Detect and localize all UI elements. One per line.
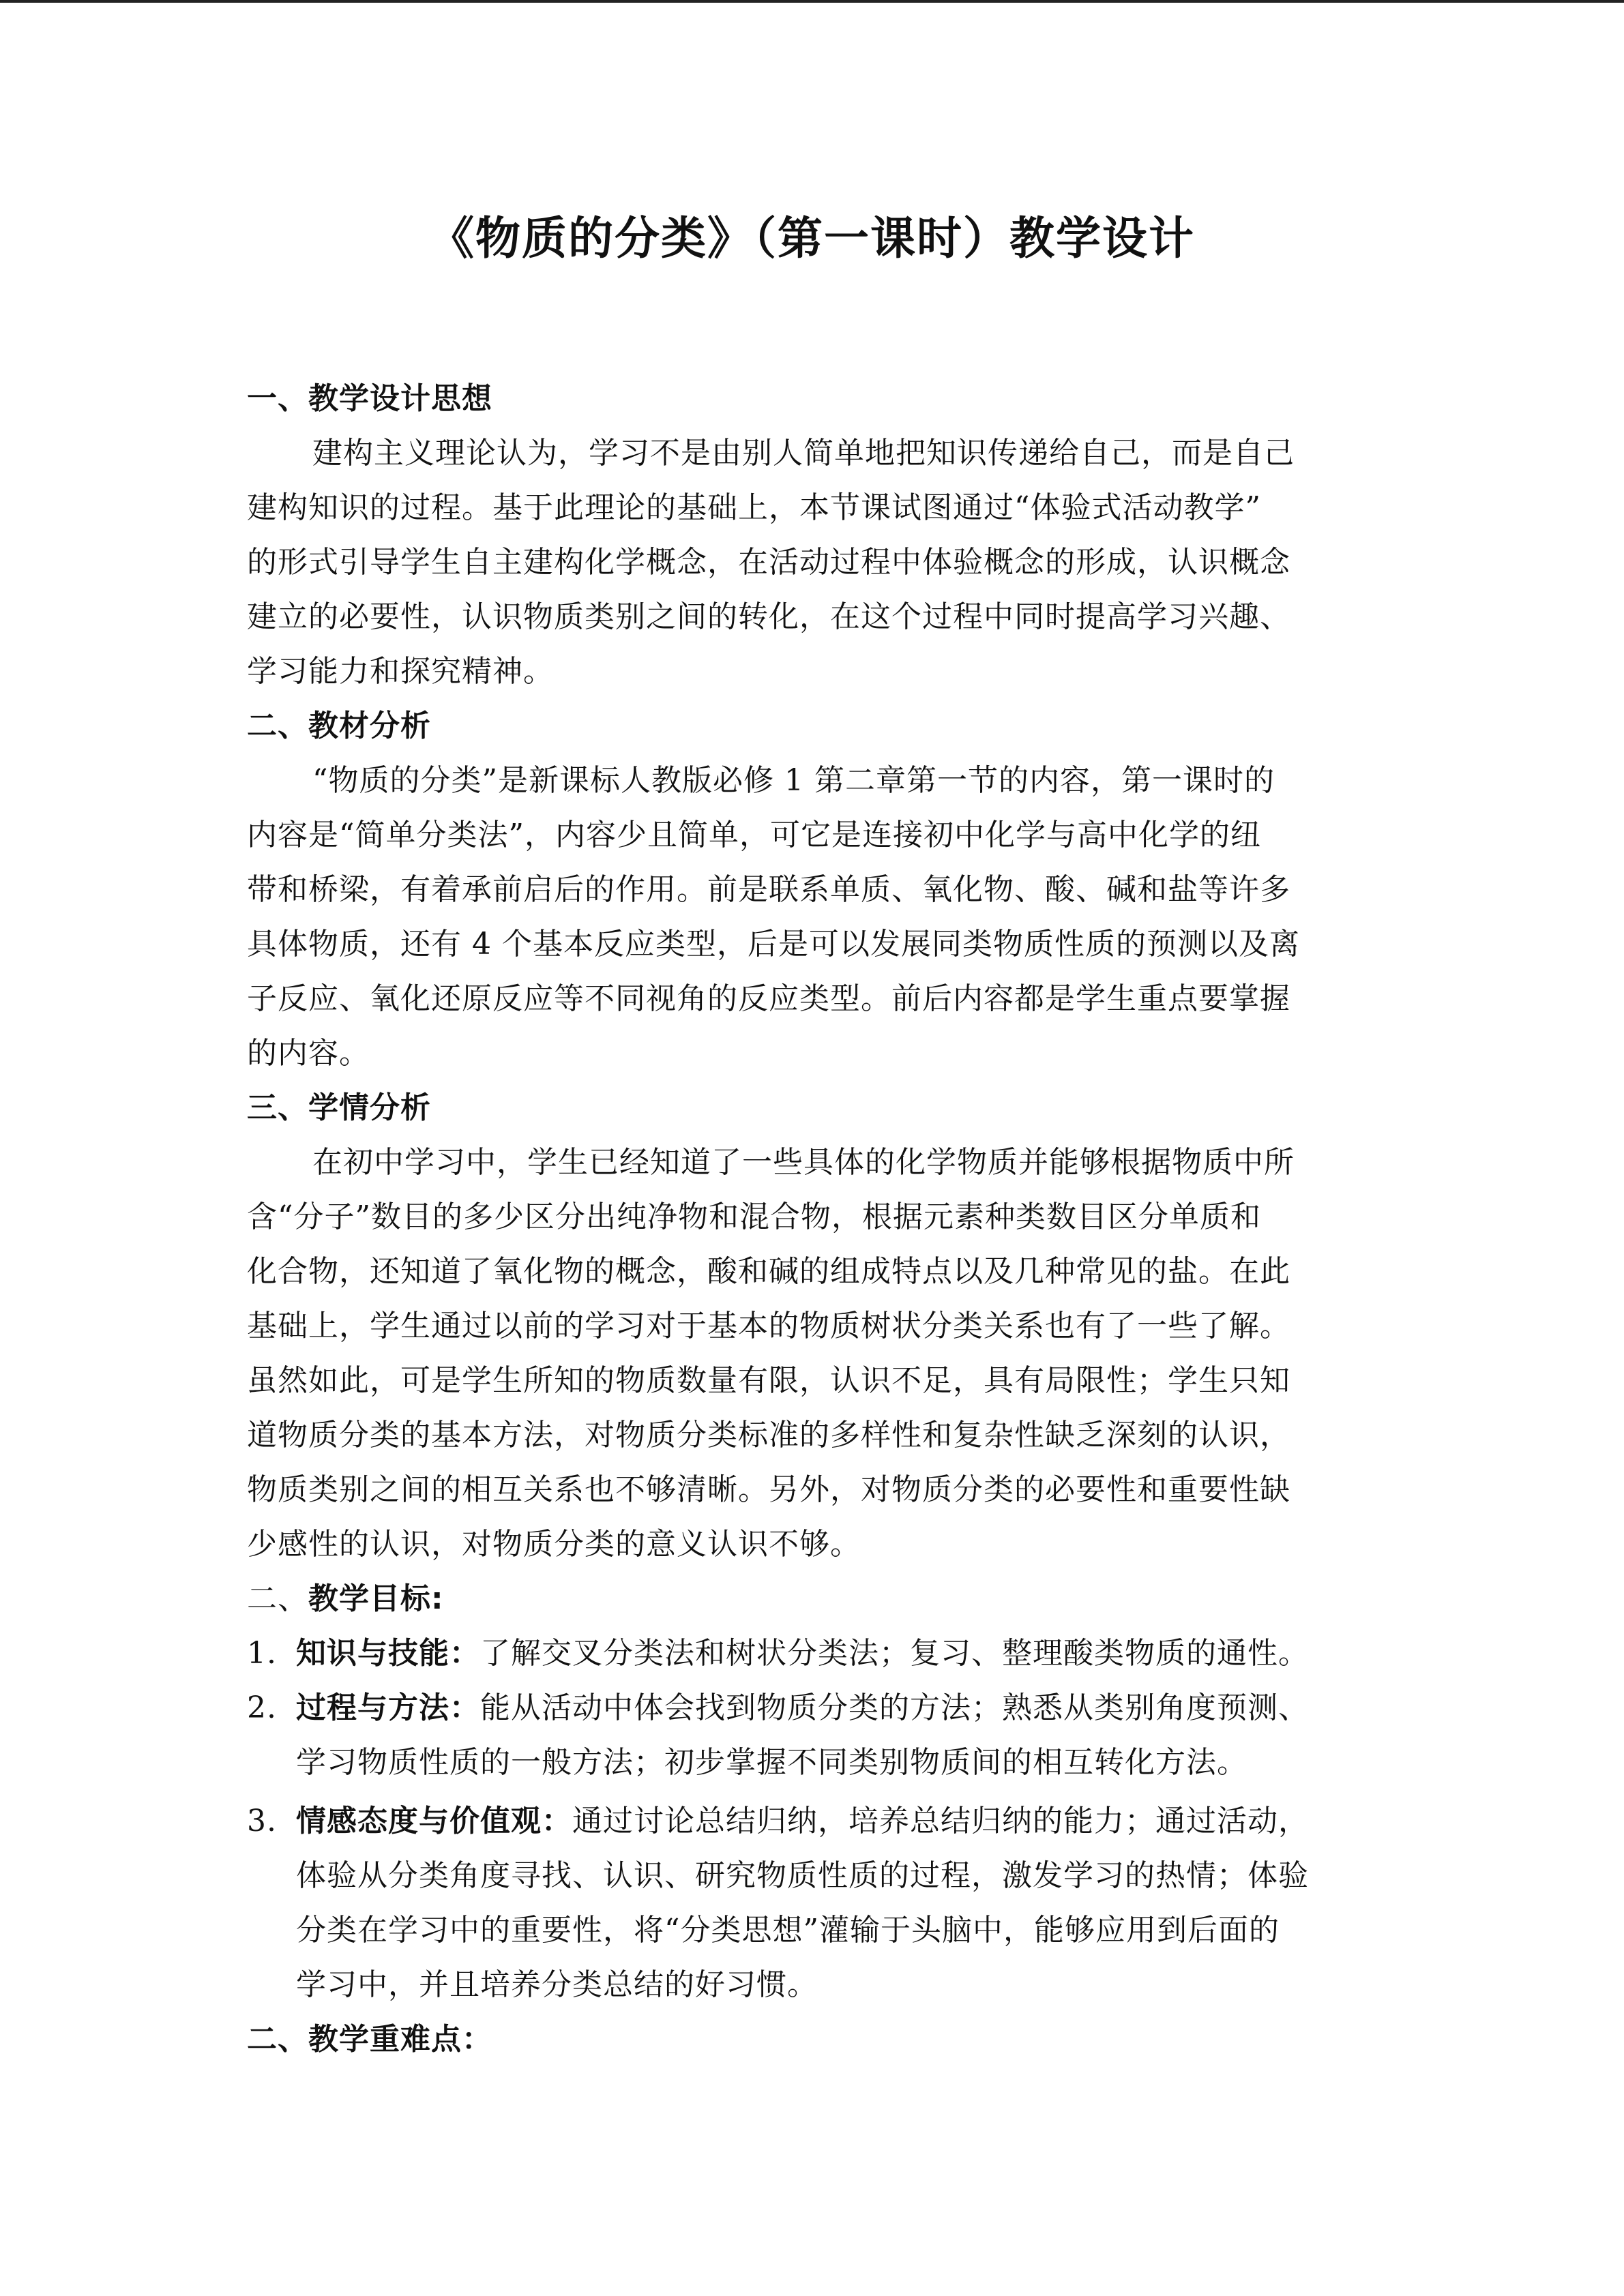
paragraph-line: “物质的分类”是新课标人教版必修 1 第二章第一节的内容，第一课时的 (312, 763, 1275, 798)
document-body (247, 372, 1379, 2067)
paragraph-line: 学习能力和探究精神。 (247, 654, 554, 689)
section-heading-material-analysis: 二、教材分析 (247, 709, 431, 743)
section-heading-key-points: 二、教学重难点： (247, 2022, 492, 2057)
paragraph-line: 在初中学习中，学生已经知道了一些具体的化学物质并能够根据物质中所 (312, 1145, 1295, 1180)
objective-continuation-line: 体验从分类角度寻找、认识、研究物质性质的过程，激发学习的热情；体验 (296, 1858, 1309, 1893)
paragraph-line: 少感性的认识，对物质分类的意义认识不够。 (247, 1527, 861, 1562)
section-heading-student-analysis: 三、学情分析 (247, 1090, 431, 1125)
paragraph-line: 建立的必要性，认识物质类别之间的转化，在这个过程中同时提高学习兴趣、 (247, 599, 1290, 634)
objective-item-2 (247, 1681, 1379, 1790)
objective-item-1 (247, 1626, 1379, 1681)
paragraph-line: 带和桥梁，有着承前启后的作用。前是联系单质、氧化物、酸、碱和盐等许多 (247, 872, 1290, 907)
objective-continuation-line: 学习物质性质的一般方法；初步掌握不同类别物质间的相互转化方法。 (296, 1745, 1247, 1780)
objective-number: 3. (247, 1804, 277, 1838)
paragraph-line: 含“分子”数目的多少区分出纯净物和混合物，根据元素种类数目区分单质和 (247, 1199, 1261, 1234)
paragraph-line: 虽然如此，可是学生所知的物质数量有限，认识不足，具有局限性；学生只知 (247, 1363, 1290, 1398)
paragraph-line: 子反应、氧化还原反应等不同视角的反应类型。前后内容都是学生重点要掌握 (247, 981, 1290, 1016)
section-heading-label: 教学目标: (308, 1581, 444, 1616)
objective-continuation-line: 学习中，并且培养分类总结的好习惯。 (296, 1967, 818, 2002)
objective-item-3 (247, 1794, 1379, 2012)
objective-text: 能从活动中体会找到物质分类的方法；熟悉从类别角度预测、 (480, 1690, 1309, 1725)
paragraph-line: 物质类别之间的相互关系也不够清晰。另外，对物质分类的必要性和重要性缺 (247, 1472, 1290, 1507)
paragraph-line: 建构主义理论认为，学习不是由别人简单地把知识传递给自己，而是自己 (312, 436, 1295, 471)
paragraph-line: 基础上，学生通过以前的学习对于基本的物质树状分类关系也有了一些了解。 (247, 1309, 1290, 1343)
objective-text: 通过讨论总结归纳，培养总结归纳的能力；通过活动， (572, 1804, 1309, 1838)
section-heading-prefix: 二、 (247, 1581, 308, 1616)
paragraph-line: 内容是“简单分类法”，内容少且简单，可它是连接初中化学与高中化学的纽 (247, 818, 1261, 852)
section-heading-design-idea: 一、教学设计思想 (247, 381, 492, 416)
objective-number: 2. (247, 1690, 277, 1725)
paragraph-line: 的内容。 (247, 1036, 370, 1071)
objective-term: 情感态度与价值观： (296, 1804, 572, 1838)
document-title: 《物质的分类》（第一课时）教学设计 (429, 212, 1195, 265)
page-top-border (0, 0, 1624, 3)
paragraph-line: 的形式引导学生自主建构化学概念，在活动过程中体验概念的形成，认识概念 (247, 545, 1290, 580)
objective-term: 知识与技能： (296, 1636, 480, 1671)
objective-text: 了解交叉分类法和树状分类法；复习、整理酸类物质的通性。 (480, 1636, 1309, 1671)
objective-number: 1. (247, 1636, 277, 1671)
section-heading-objectives (247, 1572, 1379, 1626)
objective-term: 过程与方法： (296, 1690, 480, 1725)
paragraph-line: 建构知识的过程。基于此理论的基础上，本节课试图通过“体验式活动教学” (247, 490, 1261, 525)
paragraph-line: 具体物质，还有 4 个基本反应类型，后是可以发展同类物质性质的预测以及离 (247, 927, 1300, 961)
paragraph-line: 道物质分类的基本方法，对物质分类标准的多样性和复杂性缺乏深刻的认识， (247, 1418, 1290, 1452)
paragraph-line: 化合物，还知道了氧化物的概念，酸和碱的组成特点以及几种常见的盐。在此 (247, 1254, 1290, 1289)
objective-continuation-line: 分类在学习中的重要性，将“分类思想”灌输于头脑中，能够应用到后面的 (296, 1913, 1280, 1948)
